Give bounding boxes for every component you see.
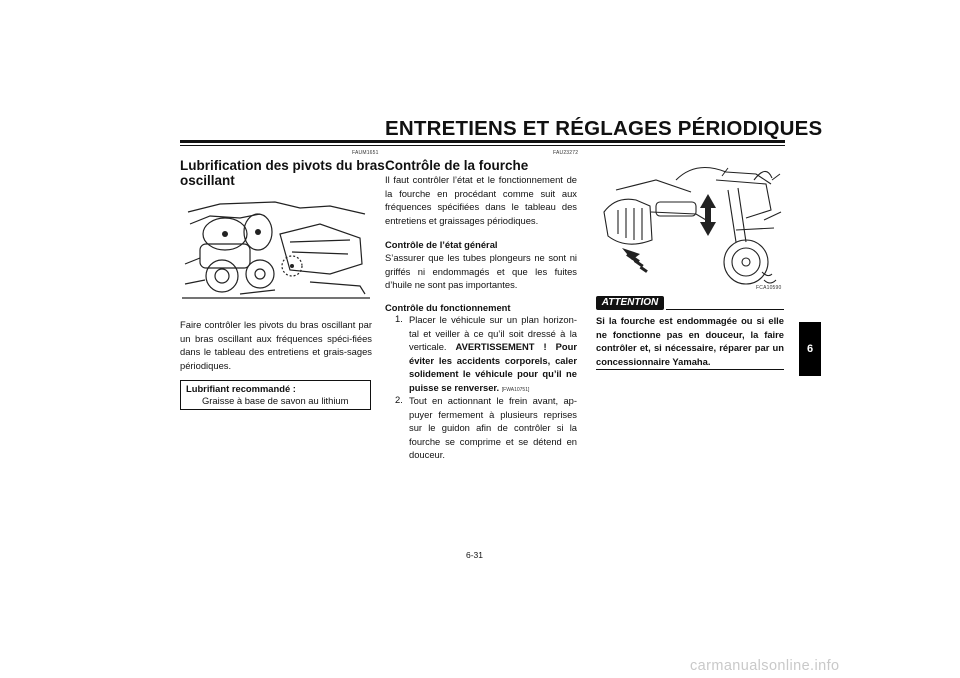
section-title-fork: Contrôle de la fourche (385, 158, 529, 173)
section-tab[interactable]: 6 (799, 322, 821, 376)
subheading-operation: Contrôle du fonctionnement (385, 302, 511, 313)
header-rule (180, 140, 785, 143)
section-code: FAUM1651 (352, 150, 379, 156)
step-number: 1. (395, 313, 403, 324)
fork-intro: Il faut contrôler l’état et le fonctionnement de la fourche en procédant comme suit aux fréquences spécifiées dans le tableau des entretiens et graissages périodiques. (385, 174, 577, 226)
subheading-general: Contrôle de l’état général (385, 239, 498, 250)
section-code-fork: FAU23272 (553, 150, 579, 156)
attention-rule-bottom (596, 369, 784, 370)
header-rule-thin (180, 145, 785, 146)
section-title-line1: Lubrification des pivots du bras (180, 158, 385, 173)
section-title-swingarm (180, 158, 385, 188)
page-number: 6-31 (466, 550, 484, 560)
step-1 (409, 313, 577, 398)
lubricant-box (180, 380, 371, 410)
figure-code: FCA10590 (756, 285, 782, 291)
step-1-text: Placer le véhicule sur un plan horizon-tal et veiller à ce qu’il soit dressé à la verticale. (409, 314, 577, 353)
lubricant-value: Graisse à base de savon au lithium (202, 395, 349, 406)
general-check-text: S’assurer que les tubes plongeurs ne sont ni griffés ni endommagés et que les fuites d’huile ne sont pas importantes. (385, 252, 577, 291)
swingarm-illustration (180, 194, 372, 306)
attention-rule-top (666, 309, 784, 310)
step-number: 2. (395, 394, 403, 405)
lubricant-label: Lubrifiant recommandé : (186, 383, 296, 394)
swingarm-paragraph: Faire contrôler les pivots du bras oscillant par un bras oscillant aux fréquences spéci-fiées dans le tableau des entretiens et grais-sages périodiques. (180, 319, 372, 371)
attention-text: Si la fourche est endommagée ou si elle ne fonctionne pas en douceur, la faire contrôler et, si nécessaire, réparer par un concessionnaire Yamaha. (596, 315, 784, 367)
watermark: carmanualsonline.info (690, 658, 840, 674)
section-title-line2: oscillant (180, 173, 235, 188)
step-1-warning: AVERTISSEMENT ! Pour éviter les accidents corporels, caler solidement le véhicule pour qu’il ne puisse se renverser. (409, 341, 578, 393)
warning-code: [FWA10751] (501, 386, 530, 393)
fork-illustration (596, 150, 786, 290)
attention-badge: ATTENTION (596, 296, 664, 310)
step-2-text: Tout en actionnant le frein avant, ap-puyer fermement à plusieurs reprises sur le guidon afin de contrôler si la fourche se comprime et se détend en douceur. (409, 395, 577, 461)
page-title: ENTRETIENS ET RÉGLAGES PÉRIODIQUES (385, 117, 823, 140)
